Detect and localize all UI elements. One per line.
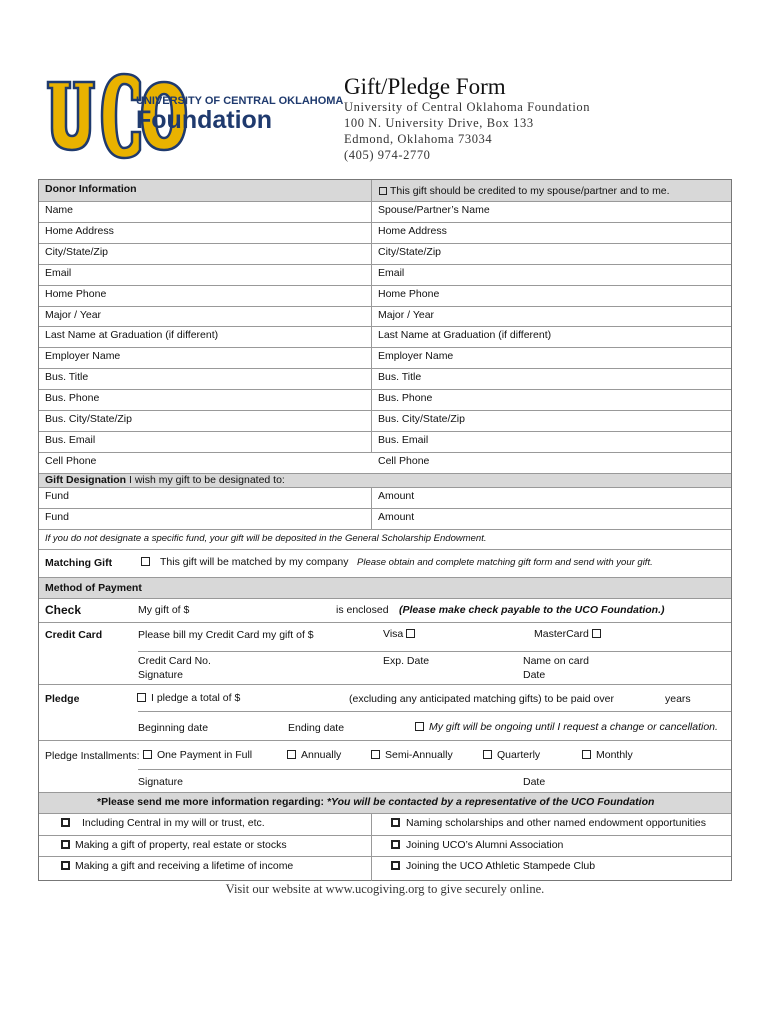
installment-option[interactable]: Annually	[287, 749, 341, 761]
installment-option[interactable]: One Payment in Full	[143, 749, 252, 761]
fund-field-2[interactable]: Fund	[45, 511, 69, 523]
logo-line1: UNIVERSITY OF CENTRAL OKLAHOMA	[136, 95, 344, 107]
amount-field-2[interactable]: Amount	[378, 511, 415, 523]
gift-form	[38, 179, 732, 881]
checkbox-icon[interactable]	[287, 750, 296, 759]
spouse-field[interactable]: Last Name at Graduation (if different)	[378, 329, 552, 342]
spouse-field[interactable]: Home Address	[378, 224, 447, 237]
donor-field[interactable]: Bus. Phone	[45, 392, 100, 405]
exp-date-field[interactable]: Exp. Date	[383, 655, 430, 667]
spouse-field[interactable]: Home Phone	[378, 287, 440, 300]
checkbox-icon[interactable]	[483, 750, 492, 759]
info-option[interactable]: Making a gift and receiving a lifetime of income	[61, 860, 293, 872]
donor-field[interactable]: Cell Phone	[45, 454, 97, 467]
checkbox-icon[interactable]	[391, 861, 400, 870]
credit-card-number-field[interactable]: Credit Card No.	[138, 655, 211, 667]
checkbox-icon[interactable]	[406, 629, 415, 638]
pledge-signature-field[interactable]: Signature	[138, 776, 183, 788]
spouse-credit-option[interactable]: This gift should be credited to my spouse/partner and to me.	[379, 185, 670, 197]
donor-field[interactable]: Bus. Email	[45, 433, 96, 446]
donor-section-label: Donor Information	[45, 183, 137, 195]
spouse-field[interactable]: Email	[378, 266, 405, 279]
installment-option[interactable]: Quarterly	[483, 749, 540, 761]
donor-field[interactable]: Bus. Title	[45, 371, 89, 384]
cc-date-field[interactable]: Date	[523, 669, 546, 681]
spouse-field[interactable]: Spouse/Partner’s Name	[378, 204, 490, 216]
org-name: University of Central Oklahoma Foundation	[344, 100, 591, 114]
spouse-field[interactable]: Cell Phone	[378, 454, 430, 467]
name-on-card-field[interactable]: Name on card	[523, 655, 589, 667]
fund-field-1[interactable]: Fund	[45, 490, 69, 502]
pledge-date-field[interactable]: Date	[523, 776, 546, 788]
address-line-1: 100 N. University Drive, Box 133	[344, 116, 534, 130]
checkbox-icon[interactable]	[415, 722, 424, 731]
info-option[interactable]: Naming scholarships and other named endowment opportunities	[391, 817, 706, 829]
visa-option[interactable]: Visa	[383, 628, 418, 640]
spouse-field[interactable]: Bus. Phone	[378, 392, 433, 405]
checkbox-icon[interactable]	[371, 750, 380, 759]
checkbox-icon[interactable]	[61, 818, 70, 827]
pledge-paid-over-text: (excluding any anticipated matching gifts) to be paid over	[349, 693, 614, 705]
checkbox-icon[interactable]	[582, 750, 591, 759]
mastercard-option[interactable]: MasterCard	[534, 628, 604, 640]
amount-field-1[interactable]: Amount	[378, 490, 415, 502]
donor-field[interactable]: Home Address	[45, 224, 114, 237]
checkbox-icon[interactable]	[391, 818, 400, 827]
check-payable-note: (Please make check payable to the UCO Foundation.)	[399, 604, 665, 616]
payment-section-label: Method of Payment	[45, 582, 142, 594]
pledge-total-option[interactable]: I pledge a total of $	[137, 692, 240, 704]
address-line-2: Edmond, Oklahoma 73034	[344, 132, 493, 146]
beginning-date-field[interactable]: Beginning date	[138, 722, 209, 734]
spouse-field[interactable]: Employer Name	[378, 350, 454, 363]
donor-field[interactable]: City/State/Zip	[45, 245, 109, 258]
checkbox-icon[interactable]	[61, 861, 70, 870]
checkbox-icon[interactable]	[391, 840, 400, 849]
donor-field[interactable]: Last Name at Graduation (if different)	[45, 329, 219, 342]
designation-note: If you do not designate a specific fund, your gift will be deposited in the General Scholarship Endowment.	[45, 533, 487, 544]
donor-field[interactable]: Major / Year	[45, 308, 102, 321]
matching-gift-note: Please obtain and complete matching gift form and send with your gift.	[357, 557, 653, 568]
spouse-field[interactable]: Bus. Email	[378, 433, 429, 446]
phone: (405) 974-2770	[344, 148, 431, 162]
info-option[interactable]: Joining UCO’s Alumni Association	[391, 839, 563, 851]
matching-gift-label: Matching Gift	[45, 557, 113, 569]
info-heading: *Please send me more information regarding: *You will be contacted by a representative of the UCO Foundation	[97, 796, 655, 808]
spouse-field[interactable]: Major / Year	[378, 308, 435, 321]
checkbox-icon[interactable]	[592, 629, 601, 638]
info-option[interactable]: Joining the UCO Athletic Stampede Club	[391, 860, 595, 872]
spouse-field[interactable]: Bus. Title	[378, 371, 422, 384]
donor-field[interactable]: Employer Name	[45, 350, 121, 363]
donor-field[interactable]: Home Phone	[45, 287, 107, 300]
info-option[interactable]: Making a gift of property, real estate or stocks	[61, 839, 287, 851]
pledge-years-label: years	[665, 693, 691, 705]
installment-option[interactable]: Monthly	[582, 749, 633, 761]
cc-signature-field[interactable]: Signature	[138, 669, 183, 681]
spouse-field[interactable]: Bus. City/State/Zip	[378, 413, 465, 425]
ending-date-field[interactable]: Ending date	[288, 722, 345, 734]
info-option[interactable]: Including Central in my will or trust, etc.	[61, 817, 265, 829]
spouse-field[interactable]: City/State/Zip	[378, 245, 442, 258]
donor-column-divider	[371, 180, 372, 452]
donor-field[interactable]: Name	[45, 204, 74, 216]
checkbox-icon[interactable]	[143, 750, 152, 759]
payment-header-bar	[39, 578, 731, 598]
check-enclosed-label: is enclosed	[336, 604, 389, 616]
uco-foundation-logo	[44, 70, 344, 162]
designation-heading: Gift Designation I wish my gift to be designated to:	[45, 474, 285, 486]
credit-card-text: Please bill my Credit Card my gift of $	[138, 629, 314, 641]
ongoing-gift-option[interactable]: My gift will be ongoing until I request a change or cancellation.	[415, 721, 718, 733]
checkbox-icon[interactable]	[141, 557, 150, 566]
pledge-label: Pledge	[45, 693, 80, 705]
checkbox-icon[interactable]	[379, 187, 387, 195]
donor-field[interactable]: Email	[45, 266, 72, 279]
footer-website-note: Visit our website at www.ucogiving.org to give securely online.	[225, 882, 545, 896]
matching-gift-option[interactable]: This gift will be matched by my company	[141, 556, 349, 568]
check-gift-label: My gift of $	[138, 604, 190, 616]
checkbox-icon[interactable]	[137, 693, 146, 702]
pledge-installments-label: Pledge Installments:	[45, 750, 140, 762]
checkbox-icon[interactable]	[61, 840, 70, 849]
donor-field[interactable]: Bus. City/State/Zip	[45, 413, 132, 425]
installment-option[interactable]: Semi-Annually	[371, 749, 453, 761]
check-label: Check	[45, 603, 82, 617]
logo-line2: Foundation	[136, 106, 273, 134]
form-title: Gift/Pledge Form	[344, 74, 506, 99]
credit-card-label: Credit Card	[45, 629, 103, 641]
